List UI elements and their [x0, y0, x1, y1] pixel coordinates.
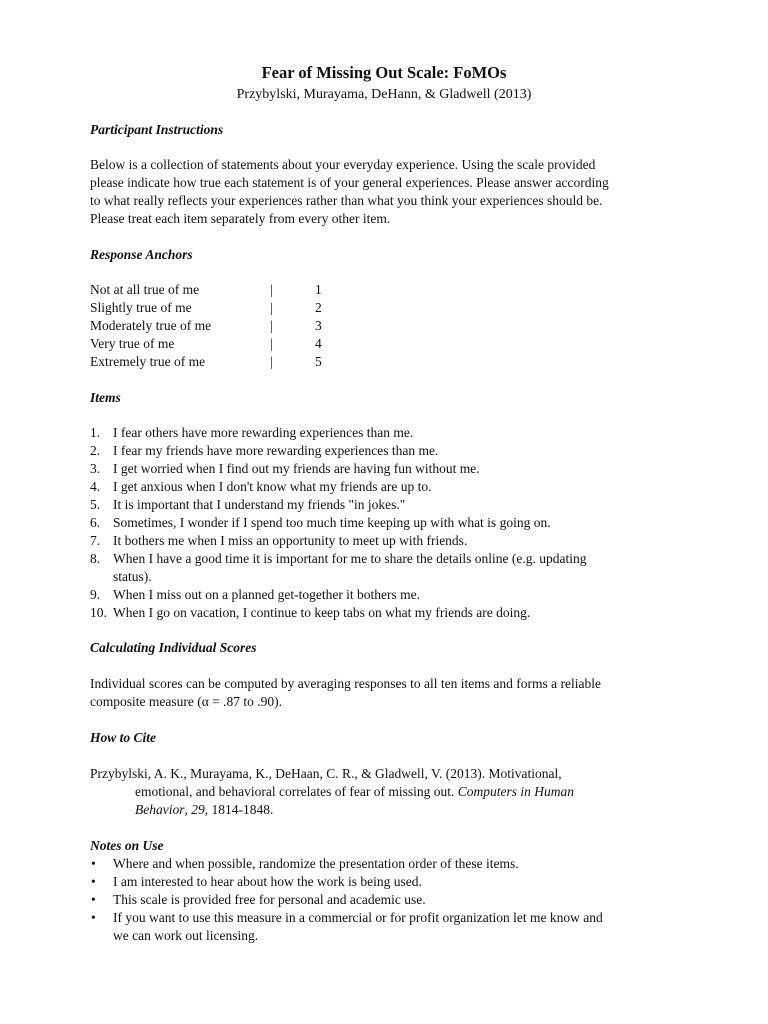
- anchor-label: Not at all true of me: [90, 282, 200, 297]
- anchor-separator: |: [270, 354, 273, 369]
- item-number: 2.: [90, 443, 101, 458]
- note-text: I am interested to hear about how the work is being used.: [113, 874, 422, 889]
- anchor-separator: |: [270, 318, 273, 333]
- citation-pages: , 1814-1848.: [204, 802, 274, 817]
- item-number: 1.: [90, 425, 101, 440]
- scoring-heading: Calculating Individual Scores: [90, 640, 257, 655]
- citation-volume: 29: [191, 802, 205, 817]
- anchors-heading: Response Anchors: [90, 247, 193, 262]
- anchor-separator: |: [270, 336, 273, 351]
- item-number: 7.: [90, 533, 101, 548]
- anchor-value: 1: [315, 282, 322, 297]
- anchor-label: Slightly true of me: [90, 300, 192, 315]
- item-text: It is important that I understand my friends "in jokes.": [113, 497, 406, 512]
- scoring-line-1: Individual scores can be computed by averaging responses to all ten items and forms a reliable: [90, 676, 601, 691]
- items-heading: Items: [90, 390, 121, 405]
- anchor-value: 5: [315, 354, 322, 369]
- note-text: This scale is provided free for personal and academic use.: [113, 892, 426, 907]
- item-number: 3.: [90, 461, 101, 476]
- instructions-line-1: Below is a collection of statements about your everyday experience. Using the scale provided: [90, 157, 596, 172]
- item-number: 8.: [90, 551, 101, 566]
- item-number: 4.: [90, 479, 101, 494]
- item-number: 10.: [90, 605, 107, 620]
- anchor-value: 4: [315, 336, 322, 351]
- note-text-continued: we can work out licensing.: [113, 928, 259, 943]
- bullet-icon: •: [91, 874, 96, 889]
- instructions-line-4: Please treat each item separately from every other item.: [90, 211, 391, 226]
- item-text: I get worried when I find out my friends are having fun without me.: [113, 461, 480, 476]
- item-text: When I go on vacation, I continue to keep tabs on what my friends are doing.: [113, 605, 531, 620]
- citation-line-1: Przybylski, A. K., Murayama, K., DeHaan, C. R., & Gladwell, V. (2013). Motivational,: [90, 766, 562, 781]
- cite-heading: How to Cite: [90, 730, 157, 745]
- citation-text: emotional, and behavioral correlates of fear of missing out.: [135, 784, 458, 799]
- instructions-heading: Participant Instructions: [90, 122, 224, 137]
- item-text-continued: status).: [113, 569, 152, 584]
- note-text: If you want to use this measure in a commercial or for profit organization let me know and: [113, 910, 603, 925]
- item-text: When I have a good time it is important for me to share the details online (e.g. updating: [113, 551, 587, 566]
- item-text: Sometimes, I wonder if I spend too much time keeping up with what is going on.: [113, 515, 551, 530]
- citation-sep: ,: [184, 802, 192, 817]
- item-text: I fear others have more rewarding experiences than me.: [113, 425, 414, 440]
- instructions-line-2: please indicate how true each statement is of your general experiences. Please answer according: [90, 175, 609, 190]
- anchor-label: Moderately true of me: [90, 318, 212, 333]
- item-number: 9.: [90, 587, 101, 602]
- anchor-value: 3: [315, 318, 322, 333]
- anchor-separator: |: [270, 282, 273, 297]
- scoring-line-2: composite measure (α = .87 to .90).: [90, 694, 283, 709]
- item-text: I fear my friends have more rewarding experiences than me.: [113, 443, 439, 458]
- anchor-value: 2: [315, 300, 322, 315]
- anchor-separator: |: [270, 300, 273, 315]
- instructions-line-3: to what really reflects your experiences rather than what you think your experiences should be.: [90, 193, 603, 208]
- item-text: It bothers me when I miss an opportunity to meet up with friends.: [113, 533, 468, 548]
- item-number: 6.: [90, 515, 101, 530]
- document-title: Fear of Missing Out Scale: FoMOs: [261, 63, 507, 82]
- bullet-icon: •: [91, 910, 96, 925]
- document-authors: Przybylski, Murayama, DeHann, & Gladwell (2013): [236, 87, 532, 102]
- notes-heading: Notes on Use: [90, 838, 164, 853]
- item-text: When I miss out on a planned get-together it bothers me.: [113, 587, 421, 602]
- citation-line-3: [135, 801, 273, 819]
- anchor-label: Extremely true of me: [90, 354, 206, 369]
- citation-journal-cont: Behavior: [135, 802, 185, 817]
- note-text: Where and when possible, randomize the presentation order of these items.: [113, 856, 519, 871]
- item-text: I get anxious when I don't know what my friends are up to.: [113, 479, 432, 494]
- bullet-icon: •: [91, 892, 96, 907]
- anchor-label: Very true of me: [90, 336, 175, 351]
- bullet-icon: •: [91, 856, 96, 871]
- citation-journal: Computers in Human: [457, 784, 575, 799]
- item-number: 5.: [90, 497, 101, 512]
- citation-line-2: [135, 783, 574, 801]
